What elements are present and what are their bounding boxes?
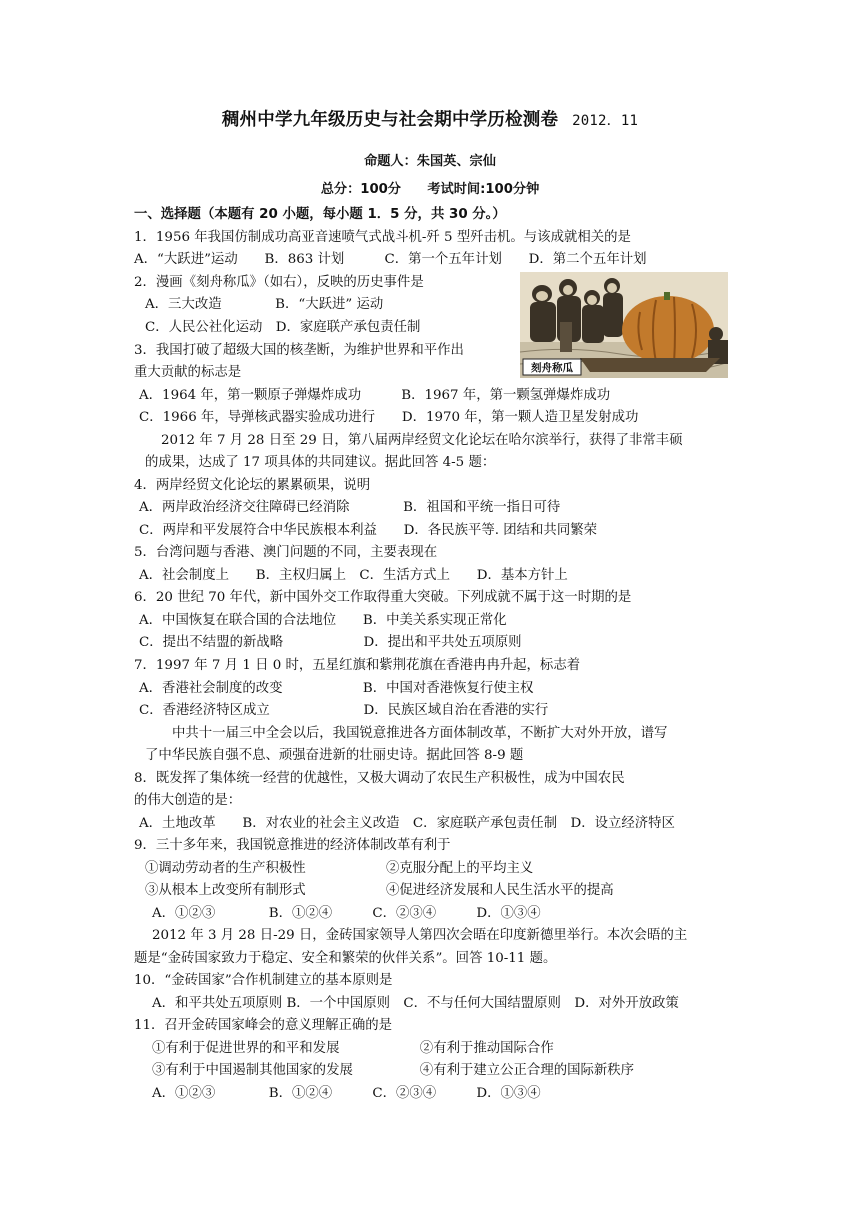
- question-5: 5．台湾问题与香港、澳门问题的不同，主要表现在: [134, 545, 438, 560]
- material-10-11: 2012 年 3 月 28 日-29 日，金砖国家领导人第四次会晤在印度新德里举行。本次会晤的主: [152, 928, 688, 943]
- q3-options-cd: C．1966 年，导弹核武器实验成功进行 D．1970 年，第一颗人造卫星发射成功: [139, 410, 639, 425]
- q4-options-ab: A．两岸政治经济交往障碍已经消除 B．祖国和平统一指日可待: [139, 500, 561, 515]
- question-3: 3．我国打破了超级大国的核垄断，为维护世界和平作出: [134, 343, 464, 358]
- q4-options-cd: C．两岸和平发展符合中华民族根本利益 D．各民族平等. 团结和共同繁荣: [139, 523, 597, 538]
- q9-items-12: ①调动劳动者的生产积极性 ②克服分配上的平均主义: [145, 861, 534, 876]
- q6-options-cd: C．提出不结盟的新战略 D．提出和平共处五项原则: [139, 635, 522, 650]
- q11-items-12: ①有利于促进世界的和平和发展 ②有利于推动国际合作: [152, 1041, 554, 1056]
- q11-options: A．①②③ B．①②④ C．②③④ D．①③④: [152, 1086, 541, 1101]
- material-4-5-cont: 的成果，达成了 17 项具体的共同建议。据此回答 4-5 题：: [145, 455, 496, 470]
- material-8-9: 中共十一届三中全会以后，我国锐意推进各方面体制改革，不断扩大对外开放，谱写: [172, 726, 668, 741]
- title-date: 2012．11: [572, 113, 639, 129]
- question-6: 6．20 世纪 70 年代，新中国外交工作取得重大突破。下列成就不属于这一时期的是: [134, 590, 632, 605]
- question-4: 4．两岸经贸文化论坛的累累硕果，说明: [134, 478, 371, 493]
- q9-options: A．①②③ B．①②④ C．②③④ D．①③④: [152, 906, 541, 921]
- q10-options: A．和平共处五项原则 B．一个中国原则 C．不与任何大国结盟原则 D．对外开放政策: [152, 996, 679, 1011]
- cartoon-image: [520, 272, 728, 378]
- author-line: 命题人：朱国英、宗仙: [364, 154, 496, 169]
- material-8-9-cont: 了中华民族自强不息、顽强奋进新的壮丽史诗。据此回答 8-9 题: [145, 748, 524, 763]
- q6-options-ab: A．中国恢复在联合国的合法地位 B．中美关系实现正常化: [139, 613, 507, 628]
- q7-options-cd: C．香港经济特区成立 D．民族区域自治在香港的实行: [139, 703, 549, 718]
- title-text: 稠州中学九年级历史与社会期中学历检测卷: [221, 110, 559, 130]
- question-2: 2．漫画《刻舟称瓜》（如右），反映的历史事件是: [134, 275, 424, 290]
- question-10: 10．“金砖国家”合作机制建立的基本原则是: [134, 973, 393, 988]
- q11-items-34: ③有利于中国遏制其他国家的发展 ④有利于建立公正合理的国际新秩序: [152, 1063, 635, 1078]
- score-time-line: 总分：100分 考试时间:100分钟: [320, 182, 540, 197]
- question-7: 7．1997 年 7 月 1 日 0 时，五星红旗和紫荆花旗在香港冉冉升起，标志着: [134, 658, 581, 673]
- cartoon-caption: 刻舟称瓜: [531, 362, 573, 374]
- section-heading: 一、选择题（本题有 20 小题，每小题 1．5 分，共 30 分。）: [134, 207, 506, 222]
- material-4-5: 2012 年 7 月 28 日至 29 日，第八届两岸经贸文化论坛在哈尔滨举行，获得了非常丰硕: [161, 433, 683, 448]
- question-8: 8．既发挥了集体统一经营的优越性，又极大调动了农民生产积极性，成为中国农民: [134, 771, 625, 786]
- material-10-11-cont: 题是“金砖国家致力于稳定、安全和繁荣的伙伴关系”。回答 10-11 题。: [134, 951, 557, 966]
- question-1: 1．1956 年我国仿制成功高亚音速喷气式战斗机-歼 5 型歼击机。与该成就相关的是: [134, 230, 631, 245]
- q7-options-ab: A．香港社会制度的改变 B．中国对香港恢复行使主权: [139, 681, 534, 696]
- question-3-cont: 重大贡献的标志是: [134, 365, 242, 380]
- question-11: 11．召开金砖国家峰会的意义理解正确的是: [134, 1018, 393, 1033]
- q8-options: A．土地改革 B．对农业的社会主义改造 C．家庭联产承包责任制 D．设立经济特区: [139, 816, 675, 831]
- exam-title: [0, 106, 860, 131]
- q3-options-ab: A．1964 年，第一颗原子弹爆炸成功 B．1967 年，第一颗氢弹爆炸成功: [139, 388, 611, 403]
- question-8-cont: 的伟大创造的是：: [134, 793, 242, 808]
- question-9: 9．三十多年来，我国锐意推进的经济体制改革有利于: [134, 838, 451, 853]
- q5-options: A．社会制度上 B．主权归属上 C．生活方式上 D．基本方针上: [139, 568, 568, 583]
- q2-options-ab: A．三大改造 B．“大跃进” 运动: [145, 297, 384, 312]
- q9-items-34: ③从根本上改变所有制形式 ④促进经济发展和人民生活水平的提高: [145, 883, 614, 898]
- q1-options: A．“大跃进”运动 B．863 计划 C．第一个五年计划 D．第二个五年计划: [134, 252, 647, 267]
- q2-options-cd: C．人民公社化运动 D．家庭联产承包责任制: [145, 320, 421, 335]
